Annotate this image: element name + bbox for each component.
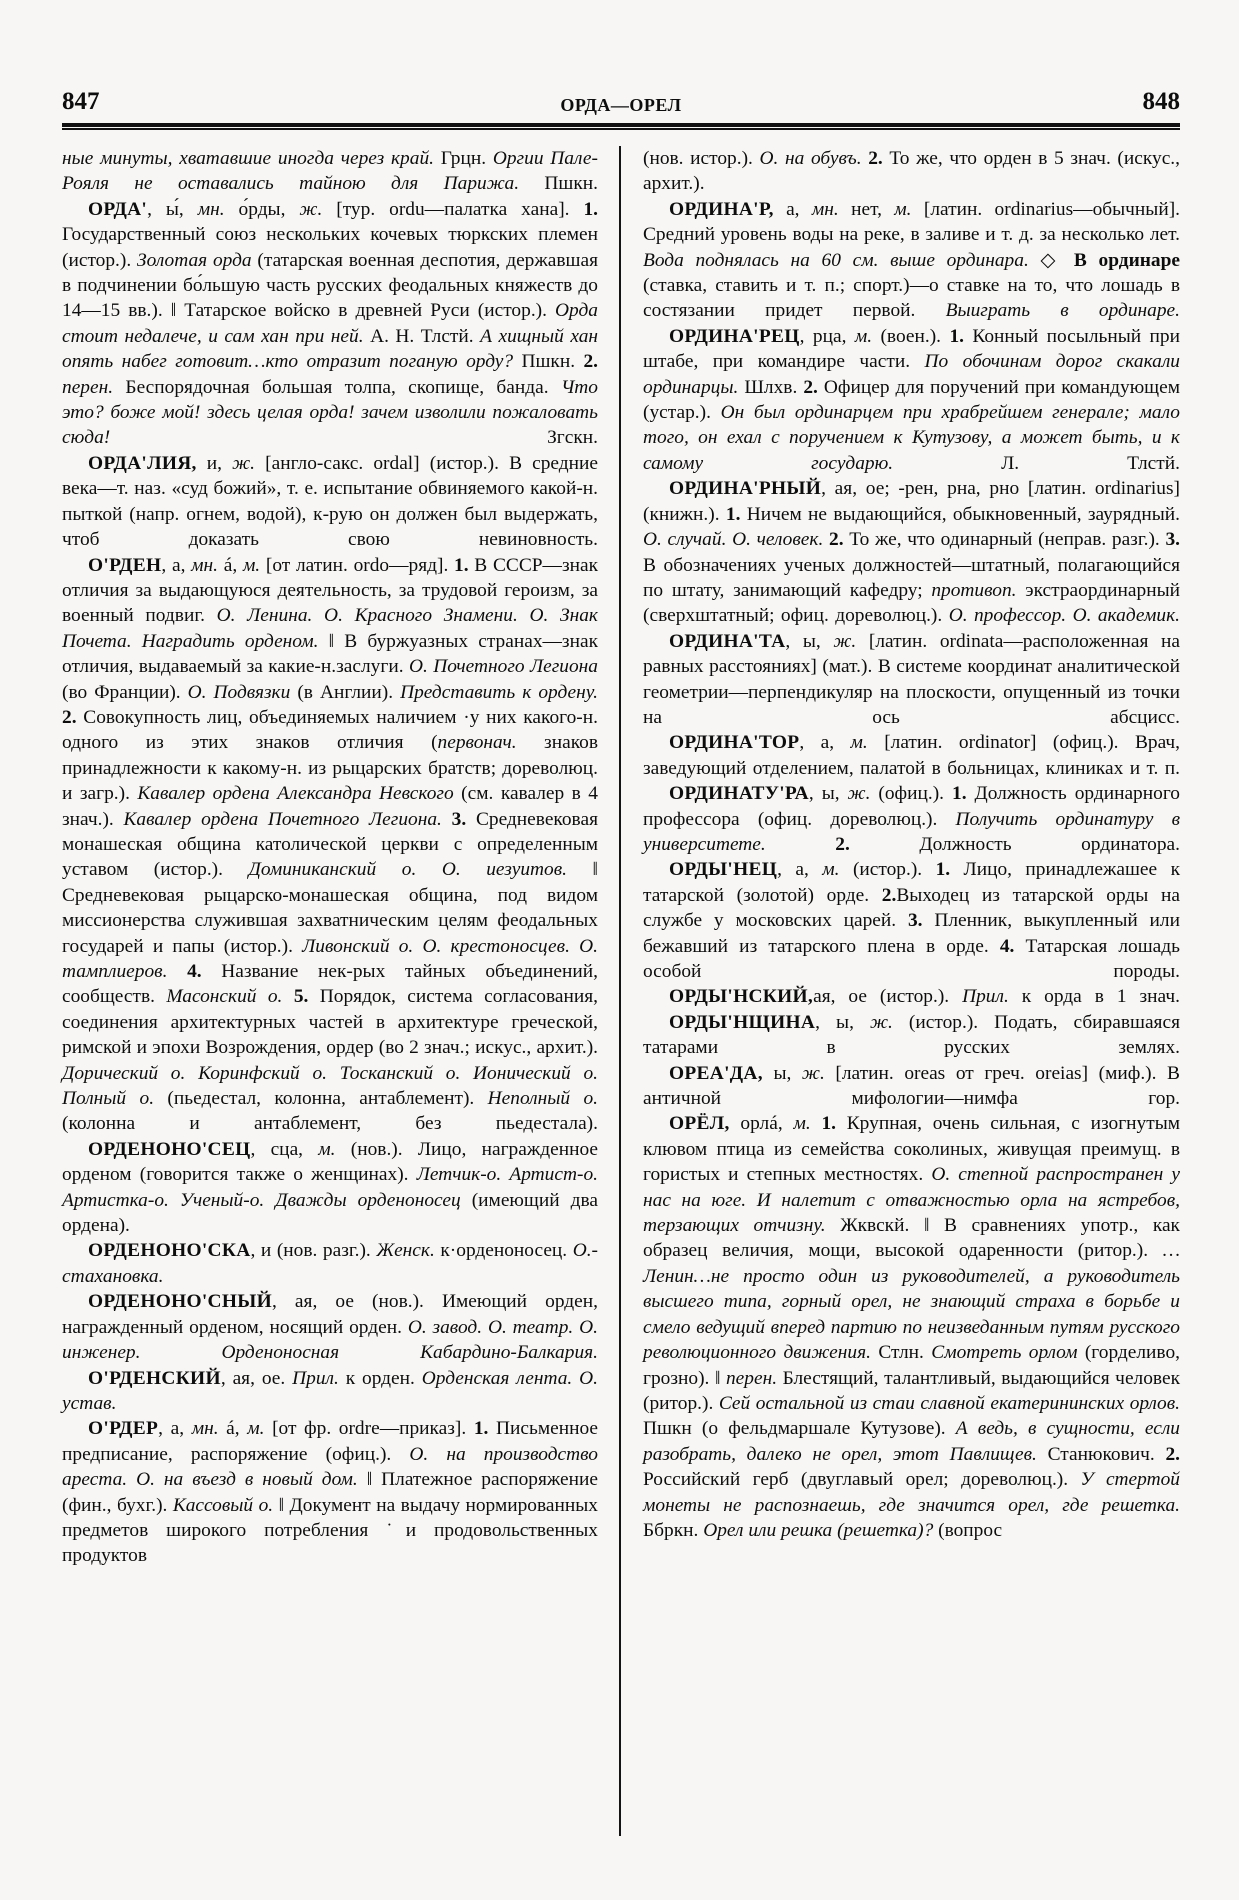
entry-order: О'РДЕР, а, мн. á, м. [от фр. ordre—приказ]. 1. Письменное предписание, распоряжение (офиц.). О. на производство ареста. О. на въезд в новый дом. ‖ Платежное распоряжение (фин., бухг.). Кассовый о. ‖ Документ на выдачу нормированных предметов широкого потребления ˙и продовольственных продуктов [62, 1418, 599, 1567]
folio-left: 847 [62, 88, 100, 115]
entry-ordinata: ОРДИНА'ТА, ы, ж. [латин. ordinata—расположенная на равных расстояниях] (мат.). В системе координат аналитической геометрии—перпендикуляр на плоскости, опущенный из точки на ось абсцисс. [643, 630, 1180, 728]
entry-ordenskij: О'РДЕНСКИЙ, ая, ое. Прил. к орден. Орденская лента. О. устав. [62, 1367, 598, 1414]
continuation-orgiya: ные минуты, хватавшие иногда через край. Грцн. Оргии Пале-Рояля не оставались тайною для Парижа. Пшкн. [62, 148, 598, 195]
entry-ordenonosets: ОРДЕНОНО'СЕЦ, сца, м. (нов.). Лицо, награжденное орденом (говорится также о женщинах). Летчик-о. Артист-о. Артистка-о. Ученый-о. Дважды орденоносец (имеющий два ордена). [62, 1138, 599, 1237]
continuation-order: (нов. истор.). О. на обувъ. 2. То же, что орден в 5 знач. (искус., архит.). [643, 148, 1180, 195]
column-left [62, 146, 621, 1836]
entry-ordinarnyj: ОРДИНА'РНЫЙ, ая, ое; -рен, рна, рно [латин. ordinarius] (книжн.). 1. Ничем не выдающийся, обыкновенный, заурядный. О. случай. О. человек. 2. То же, что одинарный (неправ. разг.). 3. В обозначениях ученых должностей—штатный, полагающийся по штату, занимающий кафедру; противоп. экстраординарный (сверхштатный; офиц. дореволюц.). О. профессор. О. академик. [643, 478, 1180, 627]
page-title: ОРДА—ОРЕЛ [560, 95, 682, 115]
columns [62, 146, 1180, 1836]
entry-ordynshchina: ОРДЫ'НЩИНА, ы, ж. (истор.). Подать, сбиравшаяся татарами в русских землях. [643, 1011, 1181, 1059]
entry-ordinar: ОРДИНА'Р, а, мн. нет, м. [латин. ordinarius—обычный]. Средний уровень воды на реке, в заливе и т. д. за несколько лет. Вода поднялась на 60 см. выше ординара. ◇ В ординаре (ставка, ставить и т. п.; спорт.)—о ставке на то, что лошадь в состязании придет первой. Выиграть в ординаре. [643, 198, 1181, 322]
entry-ordynskij: ОРДЫ'НСКИЙ,ая, ое (истор.). Прил. к орда в 1 знач. [669, 986, 1180, 1008]
folio-right: 848 [1142, 88, 1180, 115]
entry-ordinatura: ОРДИНАТУ'РА, ы, ж. (офиц.). 1. Должность ординарного профессора (офиц. дореволюц.). Получить ординатуру в университете. 2. Должность ординатора. [643, 783, 1181, 855]
running-head [62, 78, 1180, 114]
entry-orden: О'РДЕН, а, мн. á, м. [от латин. ordo—ряд]. 1. В СССР—знак отличия за выдающуюся деятельность, за трудовой героизм, за военный подвиг. О. Ленина. О. Красного Знамени. О. Знак Почета. Наградить орденом. ‖ В буржуазных странах—знак отличия, выдаваемый за какие-н.заслуги. О. Почетного Легиона (во Франции). О. Подвязки (в Англии). Представить к ордену. 2. Совокупность лиц, объединяемых наличием ·у них какого-н. одного из этих знаков отличия (первонач. знаков принадлежности к какому-н. из рыцарских братств; дореволюц. и загр.). Кавалер ордена Александра Невского (см. кавалер в 4 знач.). Кавалер ордена Почетного Легиона. 3. Средневековая монашеская община католической церкви с определенным уставом (истор.). Доминиканский о. О. иезуитов. ‖ Средневековая рыцарско-монашеская община, под видом миссионерства служившая захватническим целям феодальных государей и папы (истор.). Ливонский о. О. крестоносцев. О. тамплиеров. 4. Название нек-рых тайных объединений, сообществ. Масонский о. 5. Порядок, система согласования, соединения архитектурных частей в архитектуре греческой, римской и эпохи Возрождения, ордер (во 2 знач.; искус., архит.). Дорический о. Коринфский о. Тосканский о. Ионический о. Полный о. (пьедестал, колонна, антаблемент). Неполный о. (колонна и антаблемент, без пьедестала). [62, 554, 599, 1135]
page-content [62, 78, 1180, 1838]
entry-orda: ОРДА', ы́, мн. о́рды, ж. [тур. ordu—палатка хана]. 1. Государственный союз нескольких кочевых тюркских племен (истор.). Золотая орда (татарская военная деспотия, державшая в подчинении бо́льшую часть русских феодальных княжеств до 14—15 вв.). ‖ Татарское войско в древней Руси (истор.). Орда стоит недалече, и сам хан при ней. А. Н. Тлстй. А хищный хан опять набег готовит…кто отразит поганую орду? Пшкн. 2. перен. Беспорядочная большая толпа, скопище, банда. Что это? боже мой! здесь целая орда! зачем изволили пожаловать сюда! Згскн. [62, 198, 599, 449]
entry-ordenonoska: ОРДЕНОНО'СКА, и (нов. разг.). Женск. к·орденоносец. О.-стахановка. [62, 1240, 599, 1287]
entry-oreada: ОРЕА'ДА, ы, ж. [латин. oreas от греч. oreias] (миф.). В античной мифологии—нимфа гор. [643, 1062, 1180, 1110]
entry-ordenonosnyj: ОРДЕНОНО'СНЫЙ, ая, ое (нов.). Имеющий орден, награжденный орденом, носящий орден. О. завод. О. театр. О. инженер. Орденоносная Кабардино-Балкария. [62, 1291, 598, 1364]
entry-ordaliya: ОРДА'ЛИЯ, и, ж. [англо-сакс. ordal] (истор.). В средние века—т. наз. «суд божий», т. е. испытание обвиняемого какой-н. пыткой (напр. огнем, водой), к-рую он должен был выдержать, чтоб доказать свою невиновность. [62, 452, 599, 551]
header-rule [62, 123, 1180, 130]
entry-ordynets: ОРДЫ'НЕЦ, а, м. (истор.). 1. Лицо, принадлежашее к татарской (золотой) орде. 2.Выходец из татарской орды на службе у московских царей. 3. Пленник, выкупленный или бежавший из татарского плена в орде. 4. Татарская лошадь особой породы. [643, 859, 1180, 982]
entry-ordinarets: ОРДИНА'РЕЦ, рца, м. (воен.). 1. Конный посыльный при штабе, при командире части. По обочинам дорог скакали ординарцы. Шлхв. 2. Офицер для поручений при командующем (устар.). Он был ординарцем при храбрейшем генерале; мало того, он ехал с поручением к Кутузову, а может быть, и к самому государю. Л. Тлстй. [643, 325, 1180, 474]
entry-ordinator: ОРДИНА'ТОР, а, м. [латин. ordinator] (офиц.). Врач, заведующий отделением, палатой в больницах, клиниках и т. п. [643, 732, 1181, 779]
column-right [621, 146, 1180, 1836]
entry-oryol: ОРЁЛ, орлá, м. 1. Крупная, очень сильная, с изогнутым клювом птица из семейства соколиных, живущая преимущ. в гористых и степных местностях. О. степной распространен у нас на юге. И налетит с отважностью орла на ястребов, терзающих отчизну. Жквскй. ‖ В сравнениях употр., как образец величия, мощи, высокой одаренности (ритор.). …Ленин…не просто один из руководителей, а руководитель высшего типа, горный орел, не знающий страха в борьбе и смело ведущий вперед партию по неизведанным путям русского революционного движения. Стлн. Смотрeть орлом (горделиво, грозно). ‖ перен. Блестящий, талантливый, выдающийся человек (ритор.). Сей остальной из стаи славной екатерининских орлов. Пшкн (о фельдмаршале Кутузове). А ведь, в сущности, если разобрать, далеко не орел, этот Павлищев. Станюкович. 2. Российский герб (двуглавый орел; дореволюц.). У стертой монеты не распознаешь, где значится орел, где решетка. Ббркн. Орел или решка (решетка)? (вопрос [643, 1113, 1181, 1541]
